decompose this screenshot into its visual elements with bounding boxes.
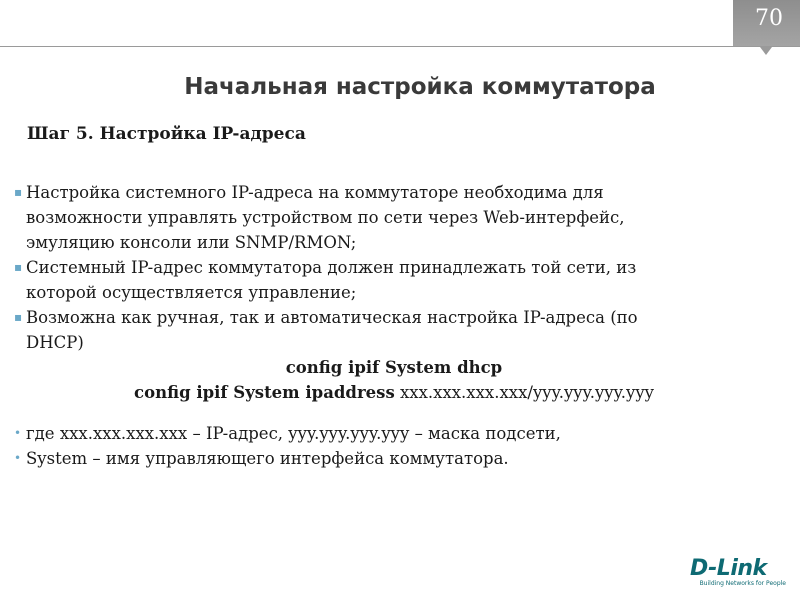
note-item: [14, 421, 774, 446]
bullet-item: [14, 255, 774, 305]
bullet-line: Настройка системного IP-адреса на коммутаторе необходима для: [26, 183, 604, 202]
dot-bullet-icon: •: [14, 426, 22, 440]
note-line: где xxx.xxx.xxx.xxx – IP-адрес, yyy.yyy.yyy.yyy – маска подсети,: [26, 424, 561, 443]
dot-bullet-icon: •: [14, 451, 22, 465]
bullet-line: которой осуществляется управление;: [26, 283, 357, 302]
note-item: [14, 446, 774, 471]
slide-number: 70: [755, 6, 783, 31]
note-line: System – имя управляющего интерфейса коммутатора.: [26, 449, 509, 468]
header-divider: [0, 46, 800, 47]
square-bullet-icon: ▪: [14, 260, 23, 274]
dlink-logo: [690, 558, 786, 588]
slide-body: [14, 180, 774, 471]
bullet-line: эмуляцию консоли или SNMP/RMON;: [26, 233, 357, 252]
bullet-line: DHCP): [26, 333, 84, 352]
bullet-line: Системный IP-адрес коммутатора должен принадлежать той сети, из: [26, 258, 637, 277]
logo-name: D-Link: [690, 556, 767, 581]
static-ip-command-argument: xxx.xxx.xxx.xxx/yyy.yyy.yyy.yyy: [394, 383, 654, 402]
bullet-item: [14, 305, 774, 355]
bullet-line: возможности управлять устройством по сети через Web-интерфейс,: [26, 208, 625, 227]
logo-tagline: Building Networks for People: [699, 580, 786, 587]
square-bullet-icon: ▪: [14, 310, 23, 324]
header-arrow-icon: [760, 47, 772, 55]
slide-title: Начальная настройка коммутатора: [184, 74, 656, 100]
bullet-line: Возможна как ручная, так и автоматическая настройка IP-адреса (по: [26, 308, 638, 327]
step-heading: Шаг 5. Настройка IP-адреса: [27, 124, 306, 144]
square-bullet-icon: ▪: [14, 185, 23, 199]
static-ip-command: [14, 380, 774, 405]
dhcp-command: config ipif System dhcp: [285, 358, 503, 377]
bullet-item: [14, 180, 774, 255]
static-ip-command-keyword: config ipif System ipaddress: [134, 383, 395, 402]
